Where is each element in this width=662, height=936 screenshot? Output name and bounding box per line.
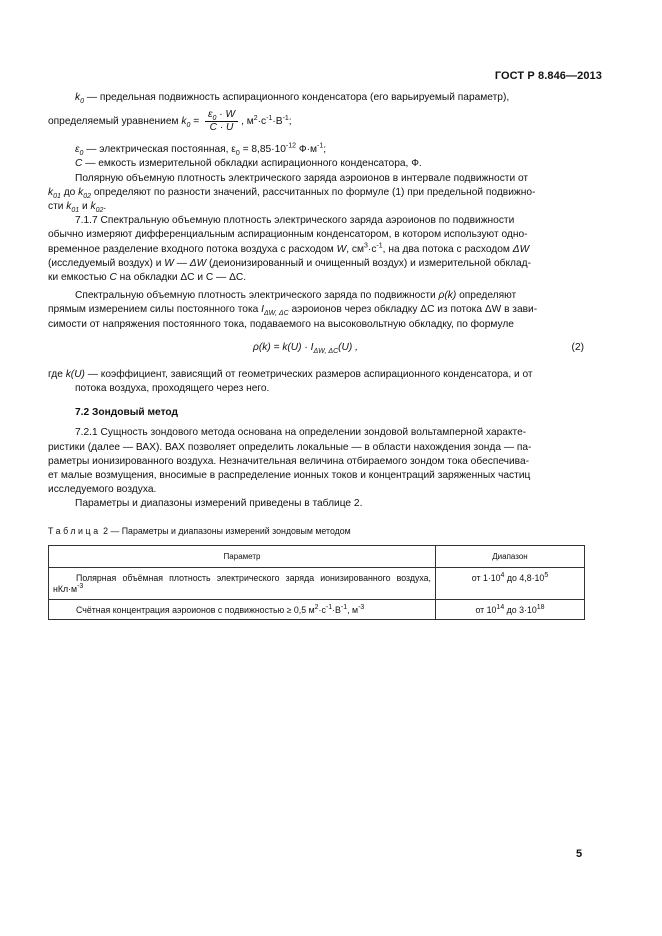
- formula-2-expression: $\rho(k) = k(U) \cdot I_{\Delta W, \Delta C}(U)$ ,: [253, 341, 358, 355]
- params-paragraph: Параметры и диапазоны измерений приведены в таблице 2.: [75, 498, 363, 510]
- table-header-row: [49, 545, 585, 567]
- table-cell-range: от $10^{14}$ до $3\cdot 10^{18}$: [436, 599, 585, 620]
- paragraph-7-2-1: 7.2.1 Сущность зондового метода основана на определении зондовой вольтамперной характе- ристики (далее — ВАХ). ВАХ позволяет определить локальные — в области нахождения зонда — па- раметры ионизированного воздуха. Незначительная величина отбираемого зондом тока обеспечива- ет малые возмущения, вносимые в распределение ионных токов и концентраций заряженных частиц исследуемого воздуха.: [48, 427, 532, 496]
- where-paragraph: где k(U) — коэффициент, зависящий от геометрических размеров аспирационного конденсатора, и от потока воздуха, проходящего через него.: [48, 368, 533, 395]
- paragraph-7-1-7: 7.1.7 Спектральную объемную плотность электрического заряда аэроионов по подвижности обычно измеряют дифференциальным аспирационным конденсатором, в котором используют одно- временное разделение входного потока воздуха с расходом W, $см^3\cdot с^{-1}$, на два потока с расходом ΔW (исследуемый воздух) и W — ΔW (деионизированный и очищенный воздух) и измерительной обклад- ки емкостью C на обкладки ΔC и C — ΔC.: [48, 215, 531, 284]
- document-code-header: ГОСТ Р 8.846—2013: [494, 70, 602, 82]
- polar-density-paragraph: Полярную объемную плотность электрического заряда аэроионов в интервале подвижности от $k_{01}$ до $k_{02}$ определяют по разности значений, рассчитанных по формуле (1) при предельной подвижно- сти $k_{01}$ и $k_{02}$.: [48, 172, 536, 215]
- table-cell-parameter: Счётная концентрация аэроионов с подвижностью ≥ 0,5 $м^2\cdot с^{-1}\cdot В^{-1}$, $м^{-3}$: [49, 599, 436, 620]
- parameters-table: [48, 545, 585, 621]
- k0-definition: $k_0$ — предельная подвижность аспирационного конденсатора (его варьируемый параметр),: [75, 92, 510, 106]
- section-title-7-2: 7.2 Зондовый метод: [75, 407, 178, 419]
- table-row: [49, 567, 585, 599]
- k0-numerator: $\varepsilon_0 \cdot W$: [205, 109, 238, 122]
- table-cell-parameter: Полярная объёмная плотность электрического заряда ионизированного воздуха, $нКл\cdot м^{-3}$: [49, 567, 436, 599]
- k0-formula: определяемый уравнением $k_0$ = $\frac{\varepsilon_0 \cdot W}{C \cdot U}$ , $м^2\cdot с^{-1}\cdot В^{-1}$;: [48, 109, 292, 134]
- capacitance-definition: C — емкость измерительной обкладки аспирационного конденсатора, Ф.: [75, 158, 422, 170]
- formula-2-number: (2): [571, 341, 584, 353]
- column-header-parameter: Параметр: [49, 545, 436, 567]
- formula-2: [48, 332, 584, 362]
- table-caption: Таблица 2 — Параметры и диапазоны измерений зондовым методом: [48, 525, 351, 536]
- table-row: [49, 599, 585, 620]
- page-number: 5: [576, 848, 583, 860]
- table-cell-range: от $1\cdot 10^4$ до $4,8\cdot 10^5$: [436, 567, 585, 599]
- page-content: [48, 91, 584, 620]
- k0-denominator: C · U: [209, 122, 234, 134]
- column-header-range: Диапазон: [436, 545, 585, 567]
- spectral-density-paragraph: Спектральную объемную плотность электрического заряда по подвижности ρ(k) определяют прямым измерением силы постоянного тока $I_{\Delta W, \Delta C}$ аэроионов через обкладку ΔC из потока ΔW в зави- симости от напряжения постоянного тока, подаваемого на высоковольтную обкладку, по формуле: [48, 290, 538, 330]
- k0-fraction: [205, 109, 238, 134]
- epsilon-definition: $\varepsilon_0$ — электрическая постоянная, $\varepsilon_0 = 8,85\cdot 10^{-12}$ $Ф\cdot м^{-1}$;: [75, 142, 327, 158]
